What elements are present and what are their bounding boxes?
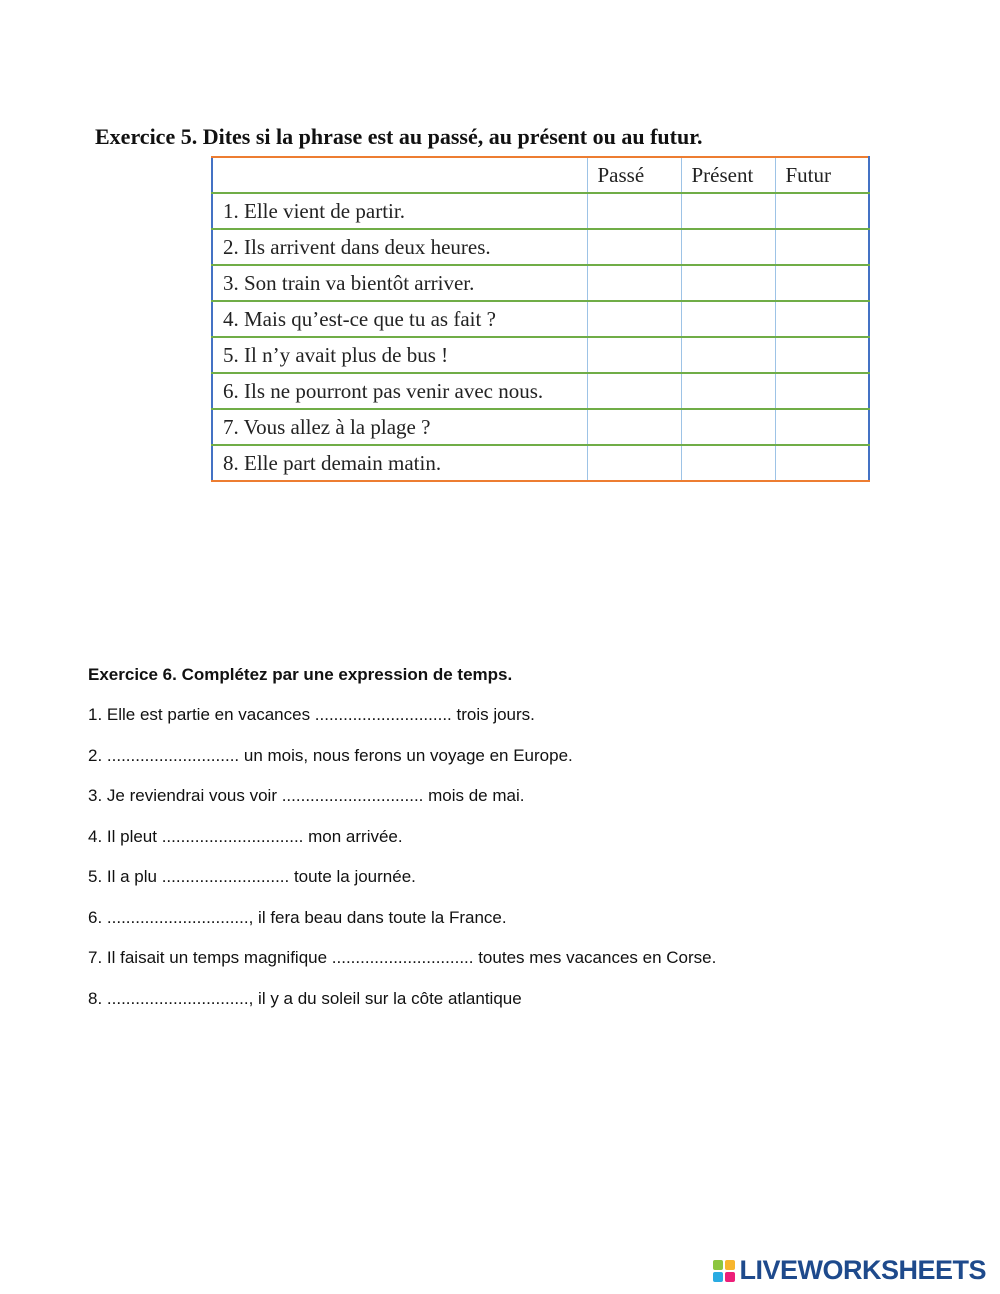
answer-cell-present[interactable] xyxy=(681,409,775,445)
list-item: 4. Il pleut .............................. mon arrivée. xyxy=(88,826,403,846)
answer-cell-passe[interactable] xyxy=(587,229,681,265)
answer-cell-present[interactable] xyxy=(681,445,775,481)
table-row xyxy=(212,229,869,265)
exercise6-list xyxy=(88,705,716,1029)
table-row xyxy=(212,373,869,409)
sentence-cell: 2. Ils arrivent dans deux heures. xyxy=(212,229,587,265)
header-sentence xyxy=(212,157,587,193)
sentence-cell: 8. Elle part demain matin. xyxy=(212,445,587,481)
list-item: 7. Il faisait un temps magnifique .............................. toutes mes vacances en Corse. xyxy=(88,948,717,967)
header-futur: Futur xyxy=(775,157,869,193)
list-item: 1. Elle est partie en vacances ............................. trois jours. xyxy=(88,705,535,724)
answer-cell-futur[interactable] xyxy=(775,193,869,229)
answer-cell-futur[interactable] xyxy=(775,409,869,445)
answer-cell-futur[interactable] xyxy=(775,373,869,409)
answer-cell-passe[interactable] xyxy=(587,193,681,229)
exercise5-table xyxy=(211,156,870,482)
answer-cell-present[interactable] xyxy=(681,265,775,301)
list-item: 5. Il a plu ........................... toute la journée. xyxy=(88,867,416,886)
table-row xyxy=(212,337,869,373)
answer-cell-passe[interactable] xyxy=(587,373,681,409)
sentence-cell: 1. Elle vient de partir. xyxy=(212,193,587,229)
answer-cell-passe[interactable] xyxy=(587,337,681,373)
answer-cell-futur[interactable] xyxy=(775,265,869,301)
exercise5-title: Exercice 5. Dites si la phrase est au passé, au présent ou au futur. xyxy=(95,124,703,149)
answer-cell-present[interactable] xyxy=(681,301,775,337)
answer-cell-passe[interactable] xyxy=(587,445,681,481)
answer-cell-present[interactable] xyxy=(681,193,775,229)
liveworksheets-logo xyxy=(713,1255,986,1286)
sentence-cell: 6. Ils ne pourront pas venir avec nous. xyxy=(212,373,587,409)
table-row xyxy=(212,265,869,301)
answer-cell-futur[interactable] xyxy=(775,301,869,337)
answer-cell-present[interactable] xyxy=(681,337,775,373)
answer-cell-futur[interactable] xyxy=(775,337,869,373)
answer-cell-passe[interactable] xyxy=(587,265,681,301)
answer-cell-present[interactable] xyxy=(681,229,775,265)
header-passe: Passé xyxy=(587,157,681,193)
list-item: 6. .............................., il fera beau dans toute la France. xyxy=(88,907,507,927)
sentence-cell: 4. Mais qu’est-ce que tu as fait ? xyxy=(212,301,587,337)
table-row xyxy=(212,193,869,229)
answer-cell-futur[interactable] xyxy=(775,445,869,481)
table-header-row xyxy=(212,157,869,193)
answer-cell-passe[interactable] xyxy=(587,409,681,445)
table-row xyxy=(212,301,869,337)
logo-text: LIVEWORKSHEETS xyxy=(739,1255,986,1285)
header-present: Présent xyxy=(681,157,775,193)
answer-cell-present[interactable] xyxy=(681,373,775,409)
answer-cell-futur[interactable] xyxy=(775,229,869,265)
answer-cell-passe[interactable] xyxy=(587,301,681,337)
sentence-cell: 5. Il n’y avait plus de bus ! xyxy=(212,337,587,373)
list-item: 2. ............................ un mois, nous ferons un voyage en Europe. xyxy=(88,745,573,765)
sentence-cell: 7. Vous allez à la plage ? xyxy=(212,409,587,445)
list-item: 3. Je reviendrai vous voir .............................. mois de mai. xyxy=(88,786,525,805)
table-row xyxy=(212,445,869,481)
liveworksheets-logo-icon xyxy=(713,1260,735,1282)
sentence-cell: 3. Son train va bientôt arriver. xyxy=(212,265,587,301)
exercise6-title: Exercice 6. Complétez par une expression de temps. xyxy=(88,665,513,684)
list-item: 8. .............................., il y a du soleil sur la côte atlantique xyxy=(88,988,522,1008)
table-row xyxy=(212,409,869,445)
